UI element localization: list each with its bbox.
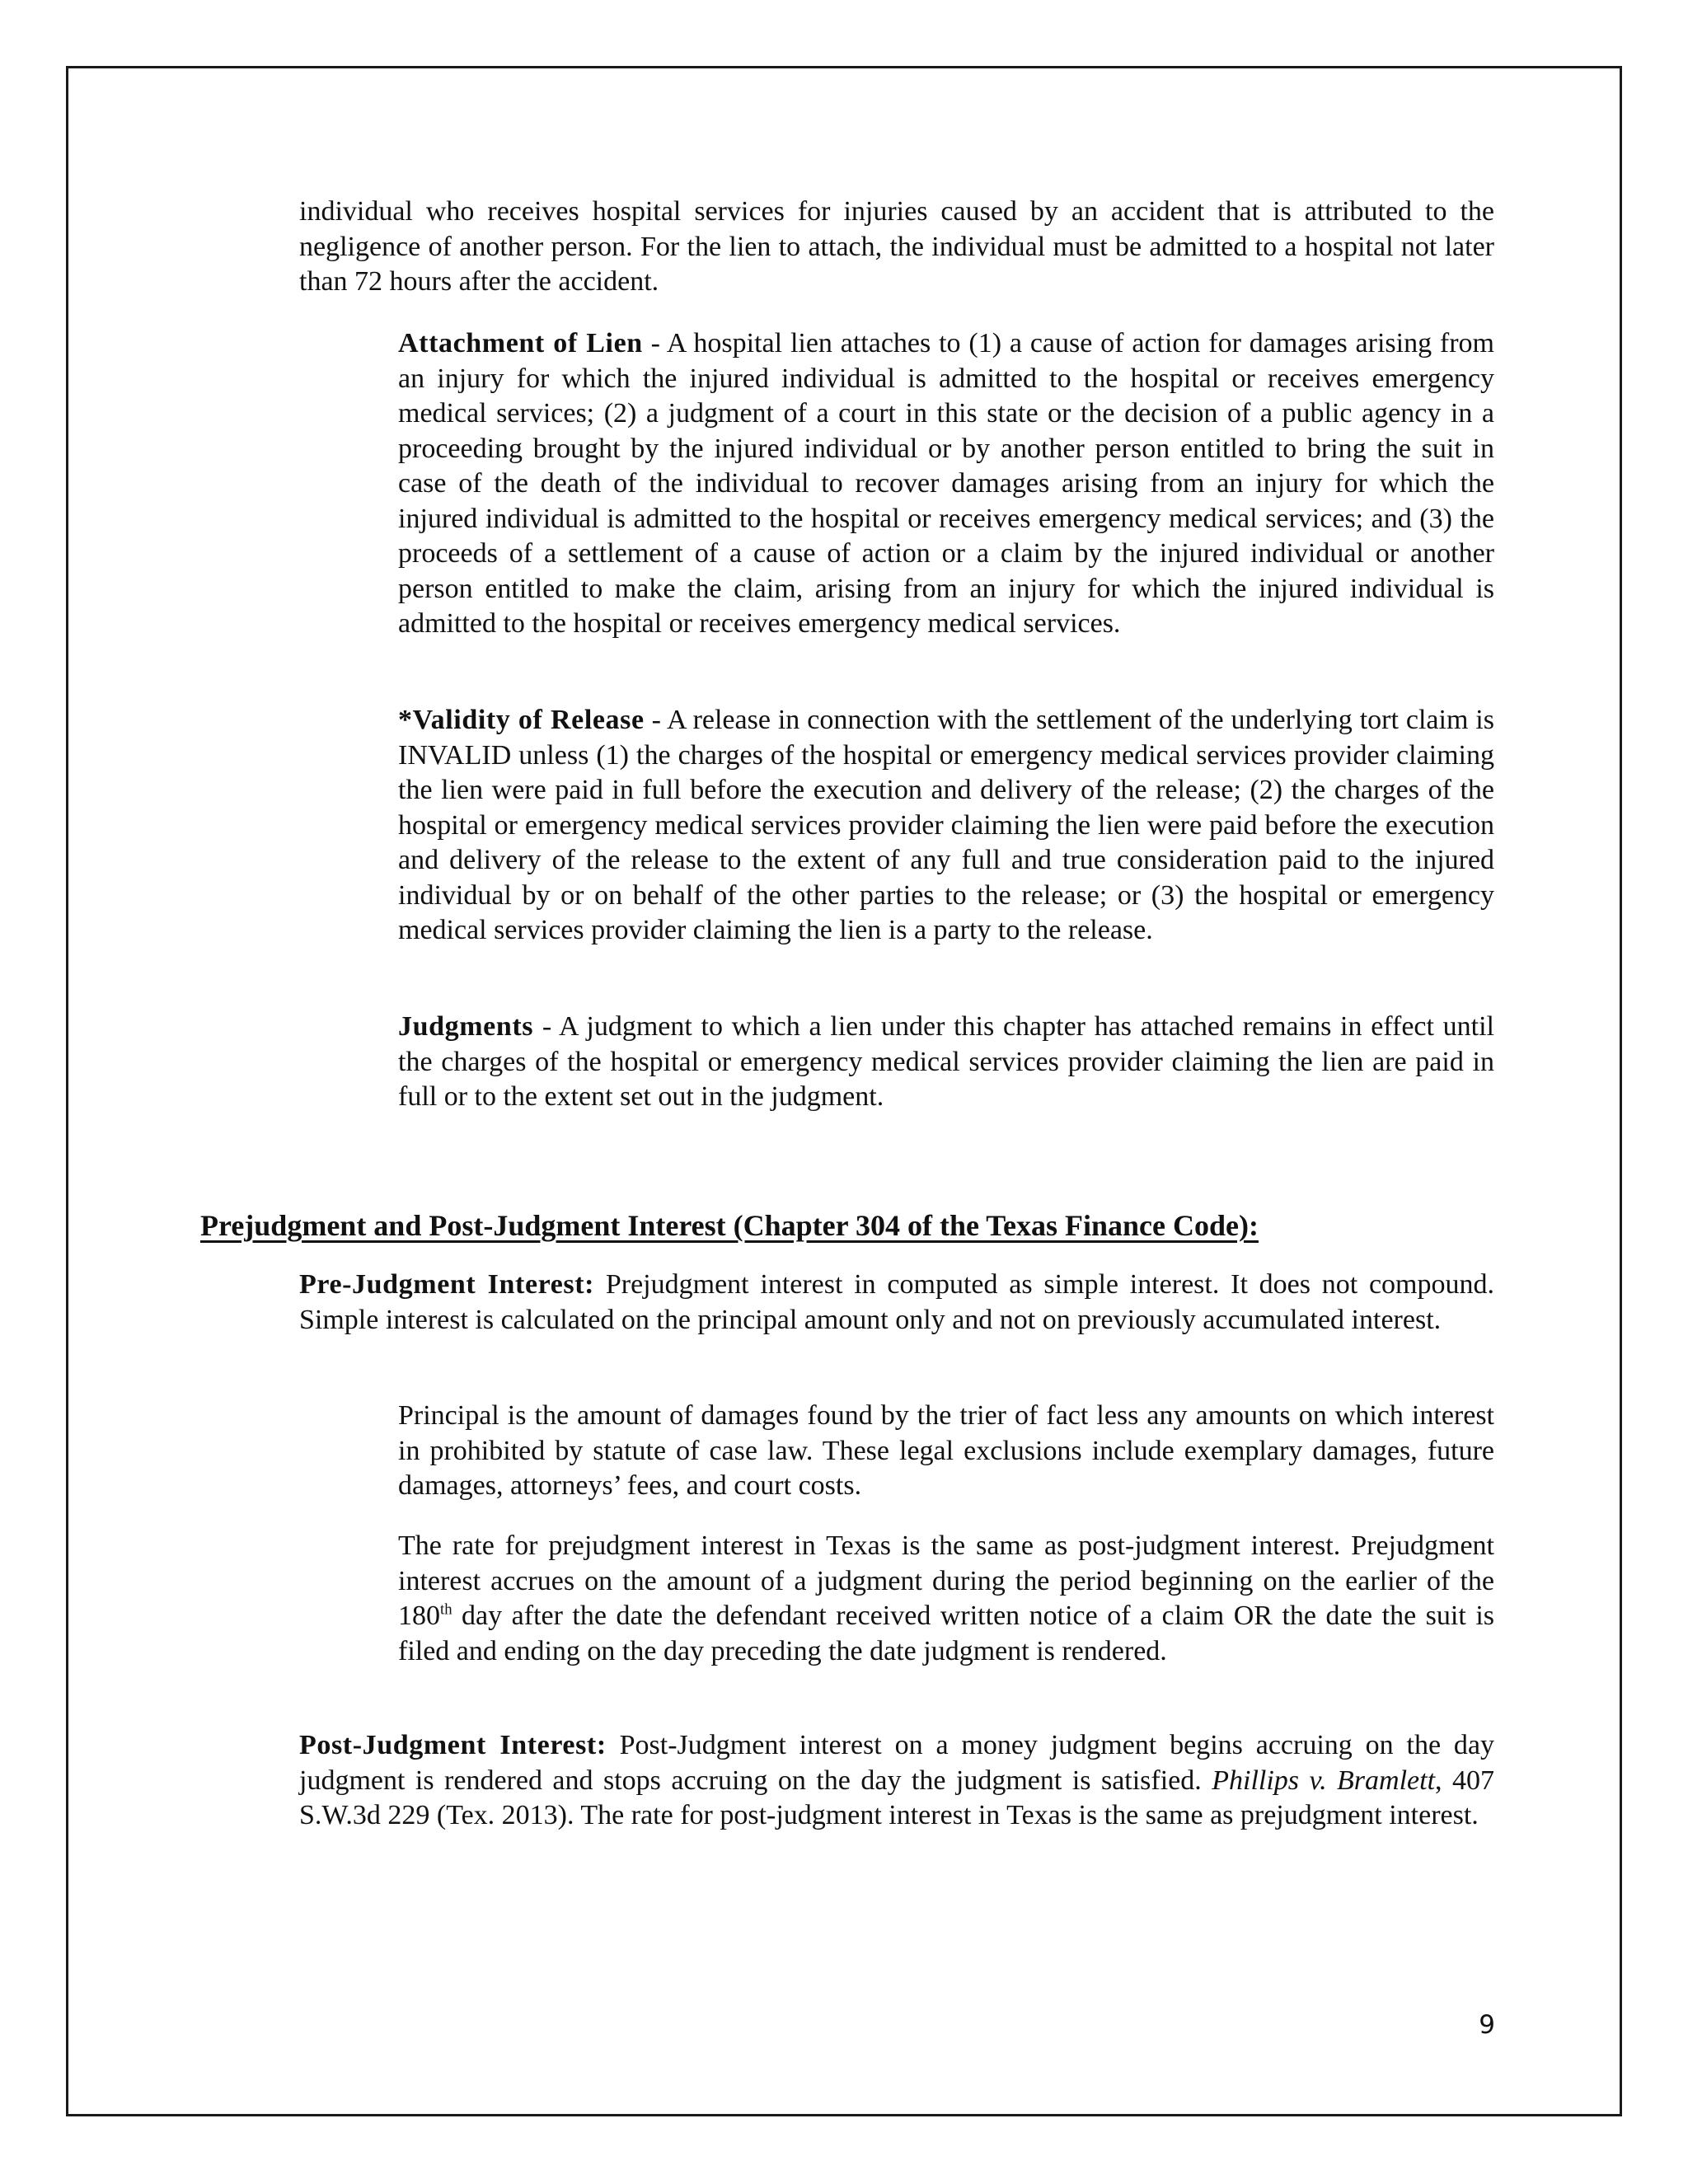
post-judgment-interest-label: Post-Judgment Interest: — [299, 1730, 607, 1760]
validity-of-release-text: - A release in connection with the settlement of the underlying tort claim is INVALID unless (1) the charges of the hospital or emergency medical services provider claiming the lien were paid in full before the execution and delivery of the release; (2) the charges of the hospital or emergency medical services provider claiming the lien were paid before the execution and delivery of the release to the extent of any full and true consideration paid to the injured individual by or on behalf of the other parties to the release; or (3) the hospital or emergency medical services provider claiming the lien is a party to the release. — [398, 705, 1494, 945]
judgments-paragraph — [398, 1010, 1494, 1115]
rate-superscript: th — [440, 1601, 452, 1619]
post-judgment-text-after: , 407 S.W.3d 229 (Tex. 2013). The rate for post-judgment interest in Texas is the same as prejudgment interest. — [299, 1765, 1494, 1830]
post-judgment-interest-paragraph — [299, 1728, 1494, 1834]
intro-text: individual who receives hospital services for injuries caused by an accident that is attributed to the negligence of another person. For the lien to attach, the individual must be admitted to a hospital not later than 72 hours after the accident. — [299, 196, 1494, 297]
intro-paragraph — [299, 194, 1494, 300]
attachment-of-lien-paragraph — [398, 326, 1494, 642]
rate-text-after: day after the date the defendant received written notice of a claim OR the date the suit is filed and ending on the day preceding the date judgment is rendered. — [398, 1601, 1494, 1666]
validity-of-release-label: *Validity of Release — [398, 705, 645, 735]
attachment-of-lien-text: - A hospital lien attaches to (1) a cause of action for damages arising from an injury for which the injured individual is admitted to the hospital or receives emergency medical services; (2) a judgment of a court in this state or the decision of a public agency in a proceeding brought by the injured individual or by another person entitled to bring the suit in case of the death of the individual to recover damages arising from an injury for which the injured individual is admitted to the hospital or receives emergency medical services; and (3) the proceeds of a settlement of a cause of action or a claim by the injured individual or another person entitled to make the claim, arising from an injury for which the injured individual is admitted to the hospital or receives emergency medical services. — [398, 328, 1494, 639]
validity-of-release-paragraph — [398, 703, 1494, 949]
case-citation-name: Phillips v. Bramlett — [1212, 1765, 1436, 1796]
attachment-of-lien-label: Attachment of Lien — [398, 328, 643, 359]
rate-text-before: The rate for prejudgment interest in Texas is the same as post-judgment interest. Prejudgment interest accrues on the amount of a judgment during the period beginning on the earlier of the 180 — [398, 1530, 1494, 1631]
page-number: 9 — [1479, 2010, 1495, 2040]
principal-text: Principal is the amount of damages found by the trier of fact less any amounts on which interest in prohibited by statute of case law. These legal exclusions include exemplary damages, future damages, attorneys’ fees, and court costs. — [398, 1400, 1494, 1501]
post-judgment-text-before: Post-Judgment interest on a money judgment begins accruing on the day judgment is rendered and stops accruing on the day the judgment is satisfied. — [299, 1730, 1494, 1796]
rate-paragraph — [398, 1529, 1494, 1669]
judgments-label: Judgments — [398, 1011, 534, 1042]
principal-paragraph — [398, 1399, 1494, 1504]
judgments-text: - A judgment to which a lien under this chapter has attached remains in effect until the charges of the hospital or emergency medical services provider claiming the lien are paid in full or to the extent set out in the judgment. — [398, 1011, 1494, 1112]
pre-judgment-interest-paragraph — [299, 1268, 1494, 1338]
pre-judgment-interest-text: Prejudgment interest in computed as simple interest. It does not compound. Simple interest is calculated on the principal amount only and not on previously accumulated interest. — [299, 1269, 1494, 1335]
section-heading: Prejudgment and Post-Judgment Interest (Chapter 304 of the Texas Finance Code): — [200, 1209, 1259, 1242]
pre-judgment-interest-label: Pre-Judgment Interest: — [299, 1269, 595, 1300]
